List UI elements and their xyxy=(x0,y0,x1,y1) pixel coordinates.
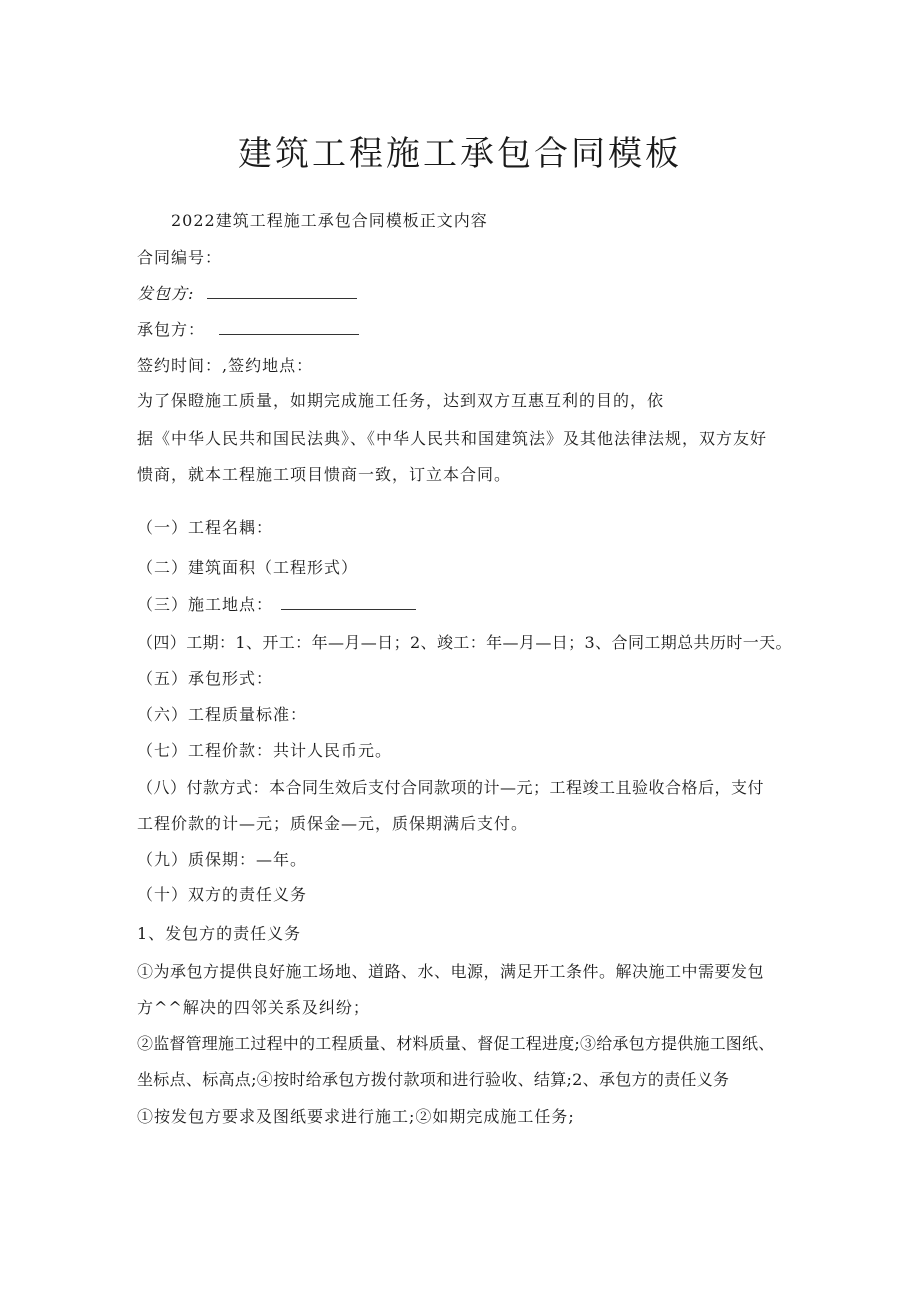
duty-line-1: ①为承包方提供良好施工场地、道路、水、电源，满足开工条件。解决施工中需要发包 xyxy=(137,962,765,981)
party-b-blank xyxy=(219,320,359,335)
clause-5: （五）承包形式： xyxy=(137,669,274,688)
party-a-blank xyxy=(207,284,357,299)
clause-10: （十）双方的责任义务 xyxy=(137,885,308,904)
party-a-label: 发包方: xyxy=(137,284,195,303)
clause-7: （七）工程价款：共计人民币元。 xyxy=(137,741,393,760)
intro-line-2: 据《中华人民共和国民法典》、《中华人民共和国建筑法》及其他法律法规，双方友好 xyxy=(137,429,768,448)
duty-line-2: 方^^解决的四邻关系及纠纷； xyxy=(137,998,370,1017)
clause-9: （九）质保期：—年。 xyxy=(137,850,308,869)
duty-line-4: 坐标点、标高点;④按时给承包方拨付款项和进行验收、结算;2、承包方的责任义务 xyxy=(137,1070,730,1089)
clause-8-line-2: 工程价款的计—元；质保金—元，质保期满后支付。 xyxy=(137,814,529,833)
party-b-label: 承包方： xyxy=(137,320,206,339)
site-blank xyxy=(281,595,416,610)
duty-heading-1: 1、发包方的责任义务 xyxy=(137,924,302,943)
duty-line-3: ②监督管理施工过程中的工程质量、材料质量、督促工程进度;③给承包方提供施工图纸、 xyxy=(137,1034,775,1053)
clause-6: （六）工程质量标准： xyxy=(137,705,308,724)
clause-1: （一）工程名耦： xyxy=(137,518,274,537)
clause-4: （四）工期：1、开工：年—月—日；2、竣工：年—月—日；3、合同工期总共历时一天。 xyxy=(137,633,792,652)
intro-line-3: 愦商，就本工程施工项目愦商一致，订立本合同。 xyxy=(137,465,512,484)
duty-line-5: ①按发包方要求及图纸要求进行施工;②如期完成施工任务; xyxy=(137,1107,575,1126)
clause-8-line-1: （八）付款方式：本合同生效后支付合同款项的计—元；工程竣工且验收合格后，支付 xyxy=(137,778,765,797)
clause-2: （二）建筑面积（工程形式） xyxy=(137,558,359,577)
party-b-row xyxy=(137,319,359,341)
document-title: 建筑工程施工承包合同模板 xyxy=(238,134,682,174)
clause-3: （三）施工地点： xyxy=(137,595,274,614)
party-a-row xyxy=(137,283,357,305)
subtitle: 2022建筑工程施工承包合同模板正文内容 xyxy=(171,211,488,230)
clause-3-row xyxy=(137,594,416,616)
intro-line-1: 为了保瞪施工质量，如期完成施工任务，达到双方互惠互利的目的，依 xyxy=(137,391,665,410)
contract-number-label: 合同编号： xyxy=(137,248,223,267)
sign-info: 签约时间：,签约地点： xyxy=(137,356,314,375)
